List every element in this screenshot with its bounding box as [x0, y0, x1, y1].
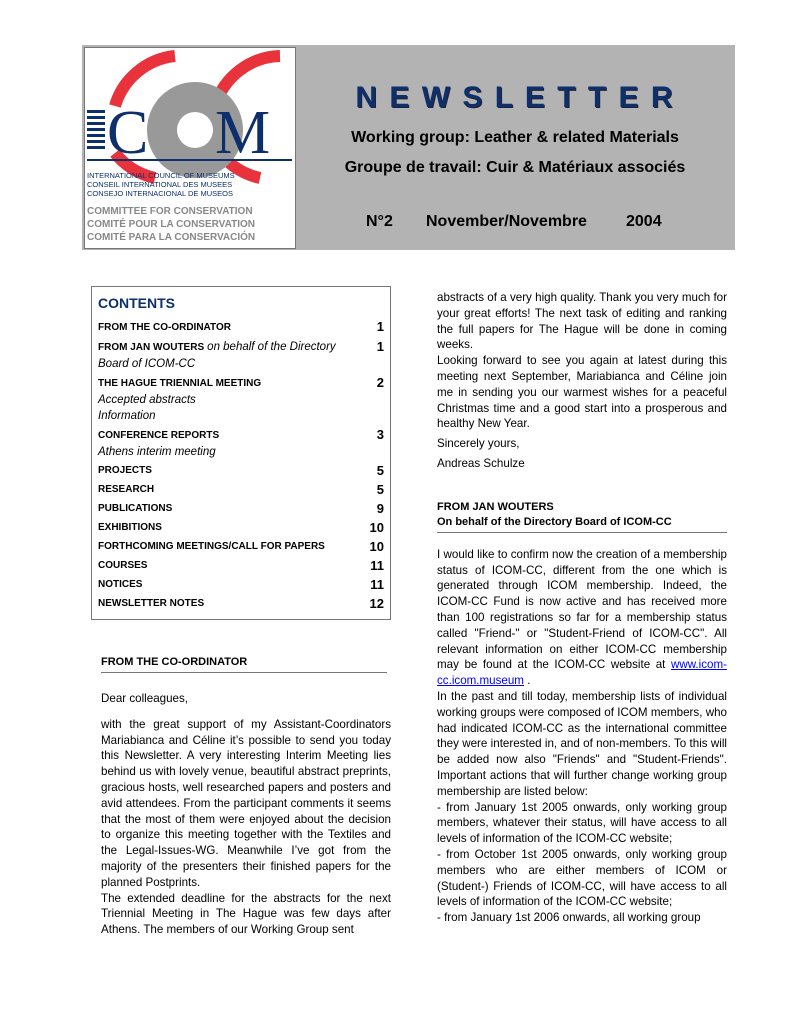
- wouters-subheading: On behalf of the Directory Board of ICOM-CC: [437, 515, 727, 533]
- toc-item[interactable]: CONFERENCE REPORTS Athens interim meeting 3: [98, 427, 384, 458]
- list-item: - from January 1st 2006 onwards, all working group: [437, 911, 701, 925]
- toc-item[interactable]: PUBLICATIONS 9: [98, 501, 384, 516]
- coordinator-body: [101, 691, 391, 938]
- closing: Sincerely yours,: [437, 437, 520, 451]
- paragraph: The extended deadline for the abstracts for the next Triennial Meeting in The Hague was few days after Athens. The members of our Working Group sent: [101, 891, 391, 937]
- toc-item[interactable]: PROJECTS 5: [98, 463, 384, 478]
- left-column: [101, 655, 391, 938]
- issue-number: N°2: [366, 213, 393, 230]
- wouters-heading: FROM JAN WOUTERS: [437, 500, 554, 513]
- svg-text:CONSEJO INTERNACIONAL DE MUSEO: CONSEJO INTERNACIONAL DE MUSEOS: [87, 189, 233, 198]
- subtitle-fr: Groupe de travail: Cuir & Matériaux associés: [344, 159, 686, 176]
- svg-text:COMITÉ PARA LA CONSERVACIÓN: COMITÉ PARA LA CONSERVACIÓN: [87, 232, 256, 243]
- contents-title: CONTENTS: [98, 295, 175, 311]
- icom-logo-graphic: [85, 48, 295, 248]
- toc-item[interactable]: FROM JAN WOUTERS on behalf of the Directory Board of ICOM-CC 1: [98, 339, 384, 370]
- svg-text:CONSEIL INTERNATIONAL DES MUSE: CONSEIL INTERNATIONAL DES MUSEES: [87, 180, 233, 189]
- list-item: - from October 1st 2005 onwards, only working group members who are either members of ICOM or (Student-) Friends of ICOM-CC, will have access to all levels of information of the ICOM-CC website;: [437, 847, 727, 909]
- toc-item[interactable]: FROM THE CO-ORDINATOR 1: [98, 319, 384, 334]
- paragraph-continued: abstracts of a very high quality. Thank you very much for your great efforts! The next task of editing and ranking the full papers for The Hague will be done in coming weeks.: [437, 291, 727, 352]
- toc-item[interactable]: FORTHCOMING MEETINGS/CALL FOR PAPERS 10: [98, 539, 384, 554]
- issue-year: 2004: [626, 213, 662, 230]
- paragraph: with the great support of my Assistant-Coordinators Mariabianca and Céline it’s possible to send you today this Newsletter. A very interesting Interim Meeting lies behind us with lovely venue, beautiful abstract preprints, gracious hosts, well researched papers and posters and avid attendees. From the participant comments it seems that the most of them were enjoyed about the decision to organize this meeting together with the Textiles and the Legal-Issues-WG. Meanwhile I’ve got from the majority of the presenters their finished papers for the planned Postprints.: [101, 717, 391, 889]
- signature: Andreas Schulze: [437, 456, 525, 470]
- subtitle-en: Working group: Leather & related Materials: [351, 129, 679, 146]
- paragraph: I would like to confirm now the creation of a membership status of ICOM-CC, different from the one which is generated through ICOM membership. Indeed, the ICOM-CC Fund is now active and has received more than 100 registrations so far for a membership status called "Friend-" or "Student-Friend of ICOM-CC". All relevant information on either ICOM-CC membership may be found at the ICOM-CC website at: [437, 547, 727, 672]
- paragraph: Looking forward to see you again at latest during this meeting next September, Mariabianca and Céline join me in sending you our warmest wishes for a peaceful Christmas time and a good start into a prosperous and healthy New Year.: [437, 354, 727, 431]
- icom-cc-website-link[interactable]: www.icom-cc.icom.museum: [437, 658, 727, 688]
- svg-text:M: M: [215, 99, 271, 167]
- toc-item[interactable]: EXHIBITIONS 10: [98, 520, 384, 535]
- svg-text:C: C: [107, 99, 149, 167]
- punctuation: .: [523, 674, 531, 688]
- issue-date: November/Novembre: [426, 213, 587, 230]
- icom-cc-logo: [84, 47, 296, 249]
- svg-text:COMMITTEE FOR CONSERVATION: COMMITTEE FOR CONSERVATION: [87, 206, 253, 217]
- toc-item[interactable]: RESEARCH 5: [98, 482, 384, 497]
- toc-item[interactable]: COURSES 11: [98, 558, 384, 573]
- wouters-body: [437, 547, 727, 926]
- toc-item[interactable]: NOTICES 11: [98, 577, 384, 592]
- newsletter-title: N E W S L E T T E R: [355, 81, 675, 114]
- coordinator-heading: FROM THE CO-ORDINATOR: [101, 655, 387, 673]
- toc-item[interactable]: THE HAGUE TRIENNIAL MEETING Accepted abstracts Information 2: [98, 375, 384, 422]
- greeting: Dear colleagues,: [101, 692, 189, 705]
- svg-text:INTERNATIONAL COUNCIL OF MUSEU: INTERNATIONAL COUNCIL OF MUSEUMS: [87, 171, 235, 180]
- paragraph: In the past and till today, membership lists of individual working groups were composed of ICOM members, who had indicated ICOM-CC as the international committee they were interested in, and of non-members. To this will be added now also "Friends" and "Student-Friends". Important actions that will further change working group membership are listed below:: [437, 689, 727, 798]
- svg-text:COMITÉ POUR LA CONSERVATION: COMITÉ POUR LA CONSERVATION: [87, 219, 255, 230]
- contents-box: [91, 286, 391, 620]
- right-column: [437, 290, 727, 926]
- list-item: - from January 1st 2005 onwards, only working group members, whatever their status, will have access to all levels of information of the ICOM-CC website;: [437, 800, 727, 846]
- toc-item[interactable]: NEWSLETTER NOTES 12: [98, 596, 384, 611]
